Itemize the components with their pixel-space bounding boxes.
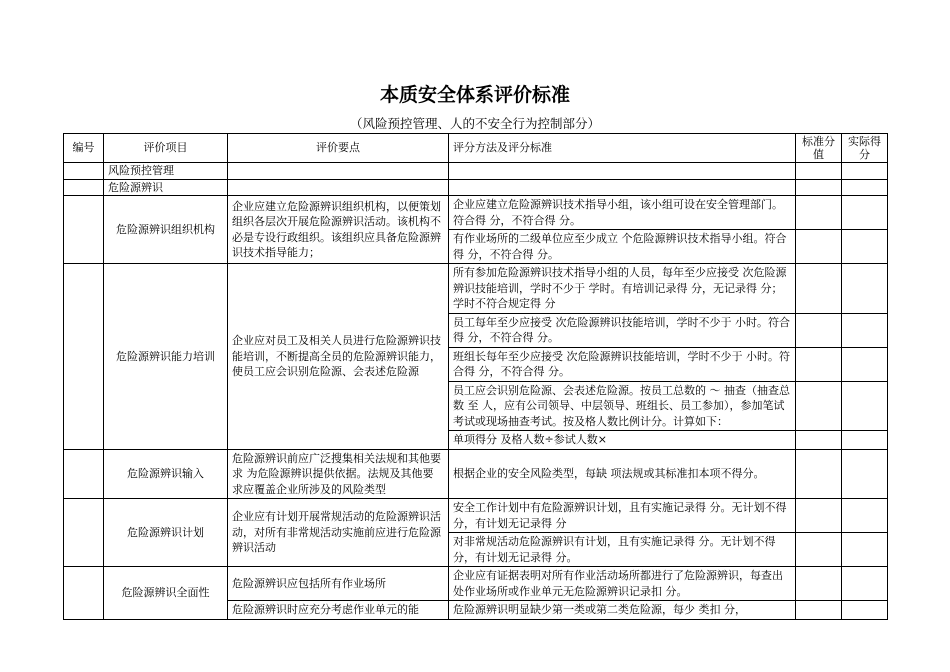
scoring-method: 所有参加危险源辨识技术指导小组的人员，每年至少应接受 次危险源辨识技能培训，学时不少于 学时。有培训记录得 分，无记录得 分；学时不符合规定得 分 bbox=[449, 264, 796, 314]
evaluation-points: 危险源辨识时应充分考虑作业单元的能 bbox=[228, 601, 449, 620]
evaluation-item: 危险源辨识能力培训 bbox=[104, 264, 228, 450]
scoring-method: 企业应有证据表明对所有作业活动场所都进行了危险源辨识，每查出 处作业场所或作业单元无危险源辨识记录扣 分。 bbox=[449, 567, 796, 601]
evaluation-item: 危险源辨识计划 bbox=[104, 499, 228, 567]
table-row bbox=[64, 449, 888, 499]
scoring-method: 班组长每年至少应接受 次危险源辨识技能培训，学时不少于 小时。符合得 分，不符合得 分。 bbox=[449, 347, 796, 381]
scoring-method: 根据企业的安全风险类型，每缺 项法规或其标准扣本项不得分。 bbox=[449, 449, 796, 499]
evaluation-points: 企业应建立危险源辨识组织机构，以便策划组织各层次开展危险源辨识活动。该机构不必是专设行政组织。该组织应具备危险源辨识技术指导能力； bbox=[228, 196, 449, 264]
section-row bbox=[64, 179, 888, 196]
evaluation-points: 企业应对员工及相关人员进行危险源辨识技能培训，不断提高全员的危险源辨识能力，使员工应会识别危险源、会表述危险源 bbox=[228, 264, 449, 450]
evaluation-table bbox=[63, 133, 888, 620]
header-std-score: 标准分值 bbox=[796, 134, 842, 163]
scoring-method: 员工应会识别危险源、会表述危险源。按员工总数的 ～ 抽查（抽查总数 至 人，应有公司领导、中层领导、班组长、员工参加），参加笔试考试或现场抽查考试。按及格人数比例计分。计算如下： bbox=[449, 381, 796, 431]
table-row bbox=[64, 567, 888, 601]
evaluation-points: 危险源辨识应包括所有作业场所 bbox=[228, 567, 449, 601]
table-row bbox=[64, 499, 888, 533]
scoring-method: 危险源辨识明显缺少第一类或第二类危险源，每少 类扣 分， bbox=[449, 601, 796, 620]
scoring-method: 企业应建立危险源辨识技术指导小组，该小组可设在安全管理部门。符合得 分，不符合得 分。 bbox=[449, 196, 796, 230]
evaluation-item: 危险源辨识全面性 bbox=[104, 567, 228, 620]
section-row bbox=[64, 163, 888, 180]
header-actual-score: 实际得分 bbox=[842, 134, 888, 163]
scoring-method: 员工每年至少应接受 次危险源辨识技能培训，学时不少于 小时。符合得 分，不符合得 分。 bbox=[449, 313, 796, 347]
section-title: 危险源辨识 bbox=[104, 179, 228, 196]
scoring-method: 有作业场所的二级单位应至少成立 个危险源辨识技术指导小组。符合得 分，不符合得 分。 bbox=[449, 230, 796, 264]
document-title: 本质安全体系评价标准 bbox=[379, 84, 570, 106]
scoring-method: 安全工作计划中有危险源辨识计划，且有实施记录得 分。无计划不得分，有计划无记录得 分 bbox=[449, 499, 796, 533]
header-points: 评价要点 bbox=[228, 134, 449, 163]
header-method: 评分方法及评分标准 bbox=[449, 134, 796, 163]
table-row bbox=[64, 264, 888, 314]
evaluation-item: 危险源辨识组织机构 bbox=[104, 196, 228, 264]
evaluation-item: 危险源辨识输入 bbox=[104, 449, 228, 499]
scoring-method: 单项得分 及格人数÷参试人数× bbox=[449, 431, 796, 450]
scoring-method: 对非常规活动危险源辨识有计划，且有实施记录得 分。无计划不得分，有计划无记录得 分。 bbox=[449, 533, 796, 567]
document-subtitle: （风险预控管理、人的不安全行为控制部分） bbox=[349, 116, 600, 131]
evaluation-points: 危险源辨识前应广泛搜集相关法规和其他要求 为危险源辨识提供依据。法规及其他要求应覆盖企业所涉及的风险类型 bbox=[228, 449, 449, 499]
evaluation-points: 企业应有计划开展常规活动的危险源辨识活动，对所有非常规活动实施前应进行危险源辨识活动 bbox=[228, 499, 449, 567]
header-no: 编号 bbox=[64, 134, 104, 163]
table-row bbox=[64, 196, 888, 230]
header-item: 评价项目 bbox=[104, 134, 228, 163]
section-title: 风险预控管理 bbox=[104, 163, 228, 180]
header-row bbox=[64, 134, 888, 163]
